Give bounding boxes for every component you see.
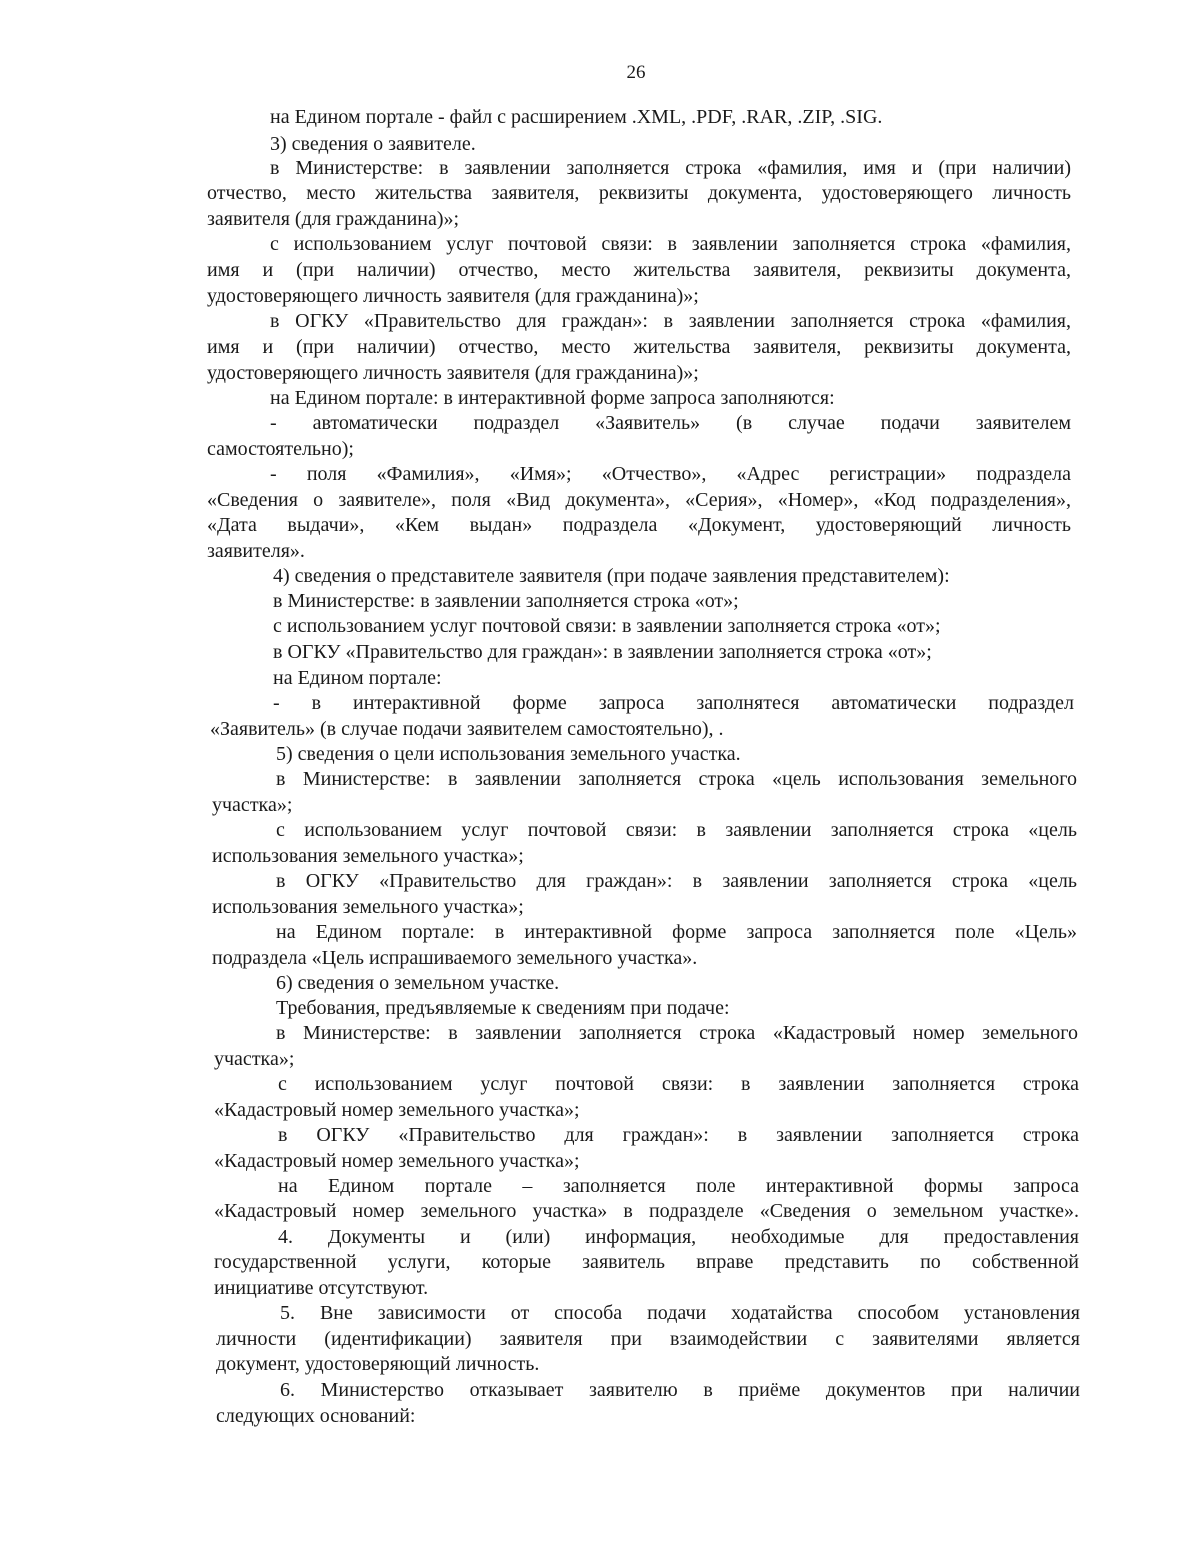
text-line: в Министерстве: в заявлении заполняется строка «Кадастровый номер земельного [276,1022,1078,1044]
text-line: с использованием услуг почтовой связи: в заявлении заполняется строка «фамилия, [270,233,1071,255]
text-line: 3) сведения о заявителе. [270,133,476,155]
text-line: «Сведения о заявителе», поля «Вид документа», «Серия», «Номер», «Код подразделения», [207,489,1071,511]
text-line: 5) сведения о цели использования земельного участка. [276,743,741,765]
text-line: в Министерстве: в заявлении заполняется строка «от»; [273,590,739,612]
text-line: 4. Документы и (или) информация, необходимые для предоставления [278,1226,1079,1248]
text-line: подраздела «Цель испрашиваемого земельного участка». [212,947,698,969]
text-line: участка»; [214,1048,295,1070]
text-line: в ОГКУ «Правительство для граждан»: в заявлении заполняется строка «цель [276,870,1077,892]
text-line: в Министерстве: в заявлении заполняется строка «фамилия, имя и (при наличии) [270,157,1071,179]
text-line: «Кадастровый номер земельного участка»; [214,1150,580,1172]
text-line: на Едином портале - файл с расширением .XML, .PDF, .RAR, .ZIP, .SIG. [270,106,883,128]
text-line: «Кадастровый номер земельного участка» в подразделе «Сведения о земельном участке». [214,1200,1079,1222]
text-line: с использованием услуг почтовой связи: в заявлении заполняется строка [278,1073,1079,1095]
text-line: государственной услуги, которые заявитель вправе представить по собственной [214,1251,1079,1273]
text-line: 5. Вне зависимости от способа подачи ходатайства способом установления [280,1302,1080,1324]
page-number: 26 [626,62,646,83]
text-line: на Едином портале: [273,667,442,689]
text-line: с использованием услуг почтовой связи: в заявлении заполняется строка «цель [276,819,1077,841]
text-line: 6) сведения о земельном участке. [276,972,560,994]
text-line: «Заявитель» (в случае подачи заявителем самостоятельно), . [210,718,724,740]
text-line: на Едином портале: в интерактивной форме запроса заполняется поле «Цель» [276,921,1077,943]
text-line: личности (идентификации) заявителя при взаимодействии с заявителями является [216,1328,1080,1350]
text-line: самостоятельно); [207,438,354,460]
text-line: «Кадастровый номер земельного участка»; [214,1099,580,1121]
text-line: 4) сведения о представителе заявителя (при подаче заявления представителем): [273,565,950,587]
text-line: заявителя». [207,540,305,562]
text-line: имя и (при наличии) отчество, место жительства заявителя, реквизиты документа, [207,336,1071,358]
text-line: отчество, место жительства заявителя, реквизиты документа, удостоверяющего личность [207,182,1071,204]
text-line: в Министерстве: в заявлении заполняется строка «цель использования земельного [276,768,1077,790]
text-line: на Едином портале – заполняется поле интерактивной формы запроса [278,1175,1079,1197]
text-line: удостоверяющего личность заявителя (для гражданина)»; [207,285,699,307]
text-line: - автоматически подраздел «Заявитель» (в случае подачи заявителем [270,412,1071,434]
text-line: использования земельного участка»; [212,896,524,918]
text-line: - в интерактивной форме запроса заполнятеся автоматически подраздел [273,692,1074,714]
text-line: использования земельного участка»; [212,845,524,867]
text-line: инициативе отсутствуют. [214,1277,429,1299]
text-line: 6. Министерство отказывает заявителю в приёме документов при наличии [280,1379,1080,1401]
text-line: документ, удостоверяющий личность. [216,1353,540,1375]
text-line: заявителя (для гражданина)»; [207,208,460,230]
text-line: на Едином портале: в интерактивной форме запроса заполняются: [270,387,835,409]
text-line: - поля «Фамилия», «Имя»; «Отчество», «Адрес регистрации» подраздела [270,463,1071,485]
text-line: удостоверяющего личность заявителя (для гражданина)»; [207,362,699,384]
text-line: участка»; [212,794,293,816]
text-line: следующих оснований: [216,1405,416,1427]
text-line: в ОГКУ «Правительство для граждан»: в заявлении заполняется строка [278,1124,1079,1146]
text-line: «Дата выдачи», «Кем выдан» подраздела «Документ, удостоверяющий личность [207,514,1071,536]
text-line: в ОГКУ «Правительство для граждан»: в заявлении заполняется строка «фамилия, [270,310,1071,332]
text-line: имя и (при наличии) отчество, место жительства заявителя, реквизиты документа, [207,259,1071,281]
text-line: с использованием услуг почтовой связи: в заявлении заполняется строка «от»; [273,615,941,637]
text-line: в ОГКУ «Правительство для граждан»: в заявлении заполняется строка «от»; [273,641,932,663]
text-line: Требования, предъявляемые к сведениям при подаче: [276,997,730,1019]
